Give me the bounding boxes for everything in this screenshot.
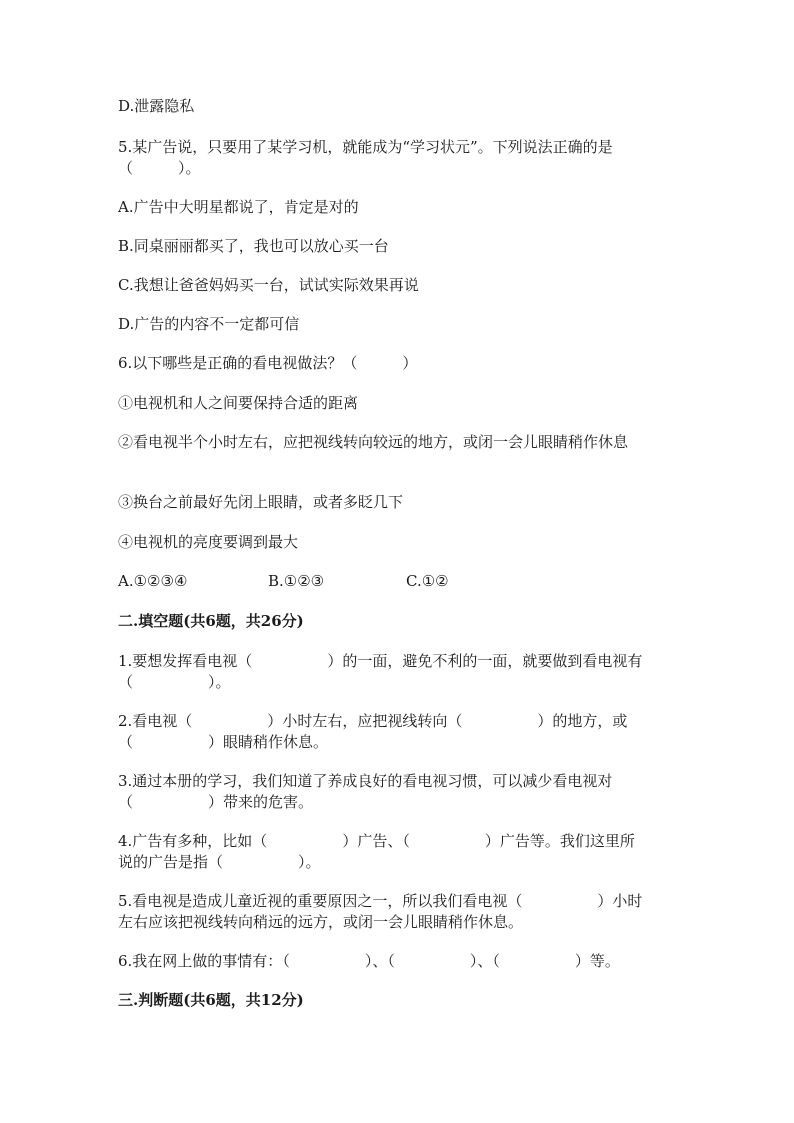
q5-option-c: C.我想让爸爸妈妈买一台，试试实际效果再说	[118, 276, 419, 294]
fill-q4-line2: 说的广告是指（ ）。	[118, 853, 321, 871]
q6-item3: ③换台之前最好先闭上眼睛，或者多眨几下	[118, 493, 404, 511]
fill-q3-line1: 3.通过本册的学习，我们知道了养成良好的看电视习惯，可以减少看电视对	[118, 772, 613, 790]
q6-stem: 6.以下哪些是正确的看电视做法？（ ）	[118, 354, 418, 372]
q4-option-d: D.泄露隐私	[118, 97, 195, 115]
q5-stem-line1: 5.某广告说，只要用了某学习机，就能成为“学习状元”。下列说法正确的是	[118, 138, 613, 156]
q5-stem-line2: （ ）。	[118, 159, 201, 177]
section3-title: 三.判断题(共6题，共12分)	[118, 991, 304, 1009]
q5-option-a: A.广告中大明星都说了，肯定是对的	[118, 198, 359, 216]
q5-option-b: B.同桌丽丽都买了，我也可以放心买一台	[118, 237, 389, 255]
q6-options	[118, 571, 449, 591]
q6-item2: ②看电视半个小时左右，应把视线转向较远的地方，或闭一会儿眼睛稍作休息	[118, 433, 629, 451]
fill-q5-line2: 左右应该把视线转向稍远的远方，或闭一会儿眼睛稍作休息。	[118, 913, 524, 931]
q5-option-d: D.广告的内容不一定都可信	[118, 315, 300, 333]
fill-q4-line1: 4.广告有多种，比如（ ）广告、（ ）广告等。我们这里所	[118, 832, 635, 850]
q6-item1: ①电视机和人之间要保持合适的距离	[118, 394, 359, 412]
q6-option-b: B.①②③	[268, 572, 325, 590]
fill-q3-line2: （ ）带来的危害。	[118, 793, 314, 811]
q6-item4: ④电视机的亮度要调到最大	[118, 533, 299, 551]
fill-q5-line1: 5.看电视是造成儿童近视的重要原因之一，所以我们看电视（ ）小时	[118, 892, 643, 910]
q6-option-a: A.①②③④	[118, 572, 188, 590]
section2-title: 二.填空题(共6题，共26分)	[118, 612, 304, 630]
fill-q6-line1: 6.我在网上做的事情有：（ ）、（ ）、（ ）等。	[118, 952, 620, 970]
fill-q1-line2: （ ）。	[118, 673, 231, 691]
q6-option-c: C.①②	[406, 572, 449, 590]
fill-q1-line1: 1.要想发挥看电视（ ）的一面，避免不利的一面，就要做到看电视有	[118, 652, 643, 670]
fill-q2-line1: 2.看电视（ ）小时左右，应把视线转向（ ）的地方，或	[118, 712, 628, 730]
fill-q2-line2: （ ）眼睛稍作休息。	[118, 733, 329, 751]
